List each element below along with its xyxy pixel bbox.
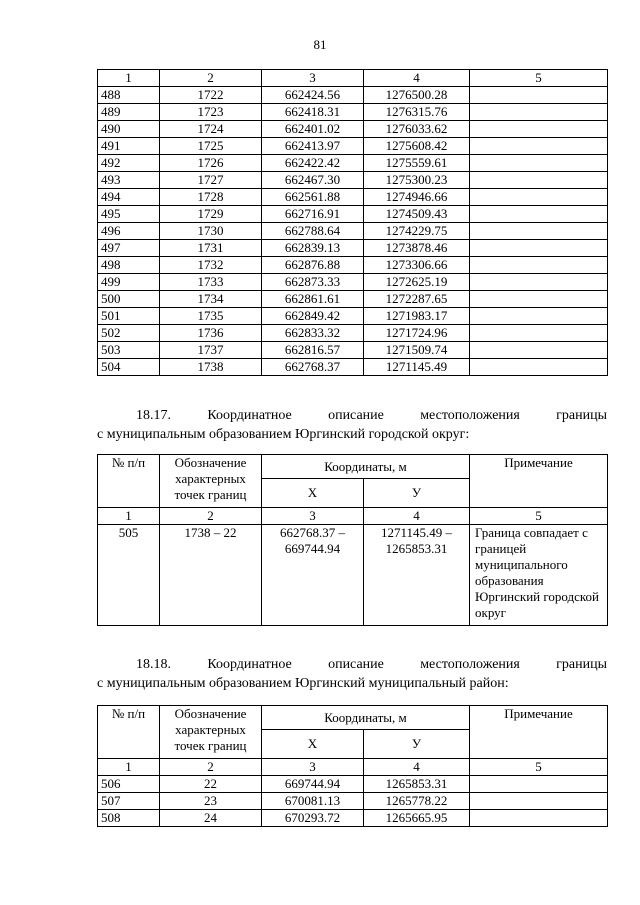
cell-designation: 1736 xyxy=(160,325,262,342)
cell-x: 662873.33 xyxy=(262,274,364,291)
column-number-cell: 5 xyxy=(470,70,608,87)
cell-y: 1271724.96 xyxy=(364,325,470,342)
cell-num: 505 xyxy=(98,525,160,626)
cell-num: 492 xyxy=(98,155,160,172)
cell-note xyxy=(470,121,608,138)
section-18-17-heading xyxy=(97,406,607,444)
cell-designation: 24 xyxy=(160,810,262,827)
cell-y: 1272625.19 xyxy=(364,274,470,291)
column-number-cell: 4 xyxy=(364,508,470,525)
cell-designation: 1729 xyxy=(160,206,262,223)
table-row xyxy=(98,172,608,189)
cell-x: 662816.57 xyxy=(262,342,364,359)
cell-num: 504 xyxy=(98,359,160,376)
column-number-cell: 5 xyxy=(470,759,608,776)
header-y: У xyxy=(364,730,470,759)
cell-x: 670293.72 xyxy=(262,810,364,827)
cell-designation: 1726 xyxy=(160,155,262,172)
header-y: У xyxy=(364,479,470,508)
cell-num: 506 xyxy=(98,776,160,793)
header-coordinates: Координаты, м xyxy=(262,706,470,730)
cell-designation: 1735 xyxy=(160,308,262,325)
cell-note xyxy=(470,155,608,172)
boundary-table-urban-district xyxy=(97,454,608,626)
cell-designation: 1724 xyxy=(160,121,262,138)
table-row xyxy=(98,342,608,359)
table-row xyxy=(98,793,608,810)
table-row xyxy=(98,87,608,104)
table-row xyxy=(98,308,608,325)
section-18-18-heading xyxy=(97,655,607,693)
header-designation: Обозначение характерных точек границ xyxy=(160,706,262,759)
cell-x: 662422.42 xyxy=(262,155,364,172)
cell-note xyxy=(470,308,608,325)
cell-num: 507 xyxy=(98,793,160,810)
column-number-cell: 4 xyxy=(364,70,470,87)
cell-num: 501 xyxy=(98,308,160,325)
cell-y: 1274946.66 xyxy=(364,189,470,206)
cell-designation: 1732 xyxy=(160,257,262,274)
cell-note xyxy=(470,223,608,240)
cell-designation: 1727 xyxy=(160,172,262,189)
cell-designation: 1737 xyxy=(160,342,262,359)
cell-note xyxy=(470,776,608,793)
cell-x: 662876.88 xyxy=(262,257,364,274)
column-number-cell: 3 xyxy=(262,70,364,87)
table-row xyxy=(98,359,608,376)
cell-designation: 1731 xyxy=(160,240,262,257)
cell-y: 1276315.76 xyxy=(364,104,470,121)
section-heading-line: 18.18. Координатное описание местоположения границы xyxy=(136,657,607,672)
cell-note xyxy=(470,342,608,359)
cell-designation: 23 xyxy=(160,793,262,810)
cell-designation: 1734 xyxy=(160,291,262,308)
table-row xyxy=(98,206,608,223)
column-number-cell: 3 xyxy=(262,508,364,525)
header-x: Х xyxy=(262,479,364,508)
cell-num: 493 xyxy=(98,172,160,189)
cell-x: 669744.94 xyxy=(262,776,364,793)
section-heading-line: с муниципальным образованием Юргинский муниципальный район: xyxy=(97,676,509,691)
cell-designation: 22 xyxy=(160,776,262,793)
header-designation: Обозначение характерных точек границ xyxy=(160,455,262,508)
cell-y: 1274229.75 xyxy=(364,223,470,240)
header-num: № п/п xyxy=(98,455,160,508)
cell-note xyxy=(470,240,608,257)
cell-x: 662561.88 xyxy=(262,189,364,206)
column-number-cell: 2 xyxy=(160,508,262,525)
cell-num: 489 xyxy=(98,104,160,121)
column-number-cell: 5 xyxy=(470,508,608,525)
table-row xyxy=(98,121,608,138)
cell-note xyxy=(470,206,608,223)
cell-y: 1271145.49 – 1265853.31 xyxy=(364,525,470,626)
header-coordinates: Координаты, м xyxy=(262,455,470,479)
table-row xyxy=(98,776,608,793)
column-number-cell: 1 xyxy=(98,759,160,776)
cell-note xyxy=(470,257,608,274)
cell-num: 500 xyxy=(98,291,160,308)
cell-num: 496 xyxy=(98,223,160,240)
cell-num: 491 xyxy=(98,138,160,155)
cell-x: 662768.37 – 669744.94 xyxy=(262,525,364,626)
boundary-table-municipal-district xyxy=(97,705,608,827)
header-x: Х xyxy=(262,730,364,759)
cell-note xyxy=(470,325,608,342)
cell-note xyxy=(470,810,608,827)
cell-designation: 1738 – 22 xyxy=(160,525,262,626)
table-row xyxy=(98,240,608,257)
table-row xyxy=(98,325,608,342)
cell-num: 497 xyxy=(98,240,160,257)
column-number-cell: 2 xyxy=(160,759,262,776)
cell-note xyxy=(470,172,608,189)
cell-note xyxy=(470,87,608,104)
cell-y: 1271509.74 xyxy=(364,342,470,359)
table-row xyxy=(98,257,608,274)
table-row xyxy=(98,525,608,626)
cell-note xyxy=(470,291,608,308)
cell-designation: 1723 xyxy=(160,104,262,121)
table-header-row xyxy=(98,70,608,87)
cell-note: Граница совпадает с границей муниципального образования Юргинский городской округ xyxy=(470,525,608,626)
cell-y: 1265853.31 xyxy=(364,776,470,793)
cell-x: 662861.61 xyxy=(262,291,364,308)
cell-note xyxy=(470,189,608,206)
cell-num: 499 xyxy=(98,274,160,291)
cell-x: 662849.42 xyxy=(262,308,364,325)
column-number-cell: 3 xyxy=(262,759,364,776)
column-number-cell: 4 xyxy=(364,759,470,776)
coordinates-table-continued xyxy=(97,69,608,376)
section-heading-line: с муниципальным образованием Юргинский городской округ: xyxy=(97,427,470,442)
cell-num: 503 xyxy=(98,342,160,359)
cell-y: 1271145.49 xyxy=(364,359,470,376)
column-number-cell: 1 xyxy=(98,508,160,525)
cell-x: 662401.02 xyxy=(262,121,364,138)
table-row xyxy=(98,155,608,172)
cell-x: 662716.91 xyxy=(262,206,364,223)
table-row xyxy=(98,274,608,291)
cell-y: 1271983.17 xyxy=(364,308,470,325)
cell-x: 662467.30 xyxy=(262,172,364,189)
cell-note xyxy=(470,104,608,121)
cell-note xyxy=(470,274,608,291)
cell-designation: 1722 xyxy=(160,87,262,104)
cell-y: 1273878.46 xyxy=(364,240,470,257)
table-row xyxy=(98,189,608,206)
table-row xyxy=(98,291,608,308)
cell-x: 662839.13 xyxy=(262,240,364,257)
column-number-cell: 2 xyxy=(160,70,262,87)
cell-y: 1273306.66 xyxy=(364,257,470,274)
cell-y: 1275300.23 xyxy=(364,172,470,189)
cell-y: 1275608.42 xyxy=(364,138,470,155)
cell-x: 662788.64 xyxy=(262,223,364,240)
column-number-cell: 1 xyxy=(98,70,160,87)
header-note: Примечание xyxy=(470,455,608,508)
cell-designation: 1728 xyxy=(160,189,262,206)
section-heading-line: 18.17. Координатное описание местоположения границы xyxy=(136,408,607,423)
table-row xyxy=(98,138,608,155)
cell-y: 1272287.65 xyxy=(364,291,470,308)
cell-y: 1276033.62 xyxy=(364,121,470,138)
cell-y: 1265778.22 xyxy=(364,793,470,810)
cell-num: 508 xyxy=(98,810,160,827)
cell-x: 662768.37 xyxy=(262,359,364,376)
table-number-row xyxy=(98,508,608,525)
cell-x: 670081.13 xyxy=(262,793,364,810)
table-row xyxy=(98,810,608,827)
table-row xyxy=(98,223,608,240)
cell-y: 1275559.61 xyxy=(364,155,470,172)
cell-y: 1276500.28 xyxy=(364,87,470,104)
page-number: 81 xyxy=(313,37,327,52)
cell-designation: 1738 xyxy=(160,359,262,376)
cell-x: 662418.31 xyxy=(262,104,364,121)
header-num: № п/п xyxy=(98,706,160,759)
cell-x: 662413.97 xyxy=(262,138,364,155)
cell-note xyxy=(470,359,608,376)
cell-num: 502 xyxy=(98,325,160,342)
cell-num: 494 xyxy=(98,189,160,206)
cell-note xyxy=(470,138,608,155)
cell-designation: 1725 xyxy=(160,138,262,155)
cell-num: 498 xyxy=(98,257,160,274)
cell-num: 488 xyxy=(98,87,160,104)
cell-x: 662833.32 xyxy=(262,325,364,342)
cell-num: 490 xyxy=(98,121,160,138)
cell-designation: 1730 xyxy=(160,223,262,240)
header-note: Примечание xyxy=(470,706,608,759)
cell-num: 495 xyxy=(98,206,160,223)
table-number-row xyxy=(98,759,608,776)
cell-y: 1274509.43 xyxy=(364,206,470,223)
cell-designation: 1733 xyxy=(160,274,262,291)
cell-x: 662424.56 xyxy=(262,87,364,104)
cell-y: 1265665.95 xyxy=(364,810,470,827)
cell-note xyxy=(470,793,608,810)
table-row xyxy=(98,104,608,121)
